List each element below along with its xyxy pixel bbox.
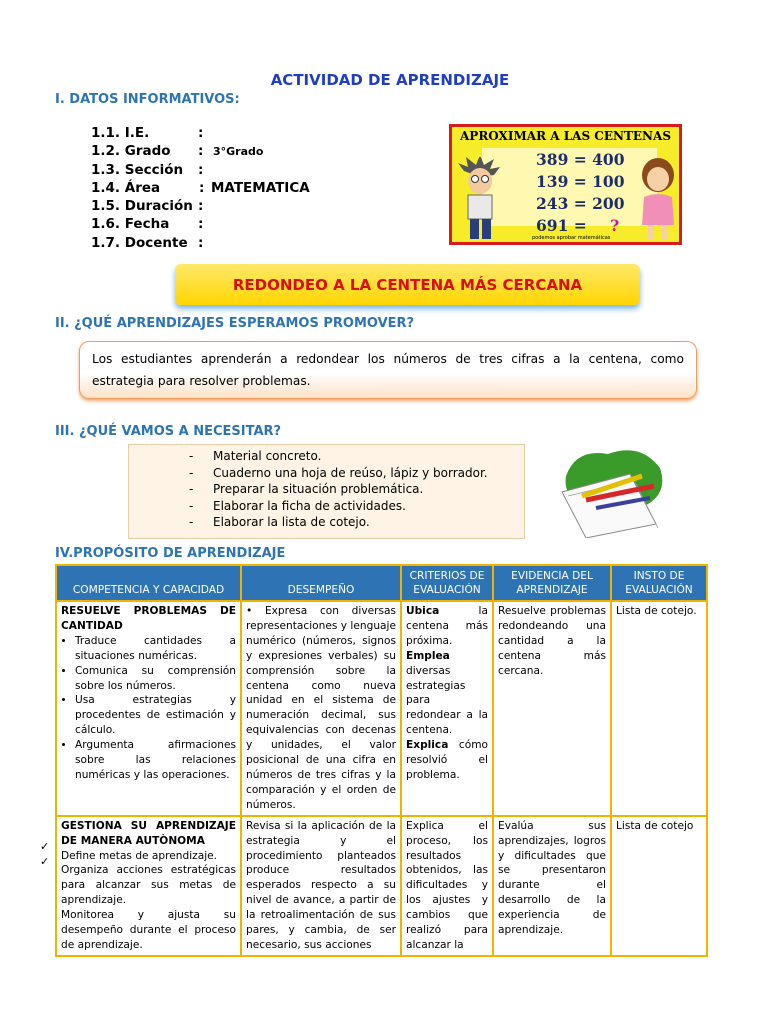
capacities-list [61,634,236,783]
bullet: • [246,605,265,617]
section-aprendizajes-heading: II. ¿QUÉ APRENDIZAJES ESPERAMOS PROMOVER? [55,316,415,331]
board-equation: 139 = 100 [536,172,625,191]
criterion [406,649,488,738]
table-header-row [56,565,707,601]
topic-banner: REDONDEO A LA CENTENA MÁS CERCANA [175,264,640,305]
boy-character-icon [456,157,504,243]
materials-list [189,448,488,531]
info-colon: : [198,162,204,178]
dash-bullet: - [189,465,194,480]
column-header: CRITERIOS DE EVALUACIÓN [401,565,493,601]
dash-bullet: - [189,482,194,497]
info-colon: : [198,235,204,251]
info-value: 3°Grado [213,145,264,158]
question-mark: ? [610,216,620,235]
table-row [56,816,707,956]
check-icon: ✓ [40,855,50,868]
performance-cell: Revisa si la aplicación de la estrategia y el procedimiento planteados produce resultados esperados respecto a su nivel de avance, a partir de la retroalimentación de sus pares, y cambia, de ser necesario, sus acciones [241,816,401,956]
capacity-item: • Traduce cantidades a situaciones numéricas. [75,634,236,664]
performance-text: Expresa con diversas representaciones y lenguaje numérico (números, signos y expresiones verbales) su comprensión sobre la centena como nueva unidad en el sistema de numeración decimal, sus equivalencias con decenas y unidades, el valor posicional de una cifra en números de tres cifras y la comparación y el orden de números. [246,605,396,811]
instrument-cell: Lista de cotejo [611,816,707,956]
section-proposito-heading: IV.PROPÓSITO DE APRENDIZAJE [55,546,286,561]
material-text: Elaborar la ficha de actividades. [213,498,406,513]
board-equation: 389 = 400 [536,150,625,169]
material-item [189,481,488,498]
learning-purpose-table [55,564,708,957]
info-colon: : [199,180,205,196]
criterion [406,604,488,649]
table-row [56,601,707,816]
material-item [189,498,488,515]
evidence-cell: Resuelve problemas redondeando una cantidad a la centena más cercana. [493,601,611,816]
material-item [189,448,488,465]
competence-title: RESUELVE PROBLEMAS DE CANTIDAD [61,605,236,632]
info-label: 1.5. Duración [91,198,193,214]
criterion-verb: Explica [406,739,449,752]
board-footer: podemos aprobar matemáticas [532,235,611,241]
info-label: 1.1. I.E. [91,125,150,141]
info-label: 1.6. Fecha [91,216,170,232]
material-item [189,514,488,531]
competence-title: GESTIONA SU APRENDIZAJE DE MANERA AUTÒNOMA [61,819,236,847]
competence-cell [56,601,241,816]
section-datos-heading: I. DATOS INFORMATIVOS: [55,92,240,107]
board-equation [536,216,619,235]
column-header: COMPETENCIA Y CAPACIDAD [56,565,241,601]
material-item [189,465,488,482]
criterion-text: diversas estrategias para redondear a la centena. [406,664,488,737]
performance-cell [241,601,401,816]
dash-bullet: - [189,515,194,530]
page-title: ACTIVIDAD DE APRENDIZAJE [270,71,510,89]
material-text: Cuaderno una hoja de reúso, lápiz y borrador. [213,465,488,480]
competence-cell [56,816,241,956]
info-value: MATEMATICA [211,180,310,196]
capacity-item: • Comunica su comprensión sobre los números. [75,664,236,694]
autonomy-item: Monitorea y ajusta su desempeño durante el proceso de aprendizaje. [61,909,236,951]
dash-bullet: - [189,449,194,463]
info-colon: : [198,143,204,159]
info-colon: : [198,216,204,232]
info-colon: : [198,198,204,214]
girl-character-icon [636,155,680,241]
column-header: DESEMPEÑO [241,565,401,601]
info-colon: : [198,125,204,141]
criteria-cell [401,601,493,816]
material-text: Preparar la situación problemática. [213,482,424,497]
paper-pencils-icon [556,446,668,538]
board-equation: 243 = 200 [536,194,625,213]
criteria-cell: Explica el proceso, los resultados obtenidos, las dificultades y los ajustes y cambios que realizó para alcanzar la [401,816,493,956]
criterion-text: la centena más próxima. [406,605,488,647]
criterion-text: cómo resolvió el problema. [406,739,488,781]
section-necesitar-heading: III. ¿QUÉ VAMOS A NECESITAR? [55,424,282,439]
materials-box [128,444,525,539]
instrument-cell: Lista de cotejo. [611,601,707,816]
material-text: Material concreto. [213,449,322,463]
dash-bullet: - [189,498,194,513]
column-header: INSTO DE EVALUACIÓN [611,565,707,601]
capacity-item: • Usa estrategias y procedentes de estimación y cálculo. [75,693,236,738]
rounding-illustration [449,124,682,245]
criterion-verb: Emplea [406,649,450,662]
evidence-cell: Evalúa sus aprendizajes, logros y dificultades que se presentaron durante el desarrollo de la experiencia de aprendizaje. [493,816,611,956]
board-title: APROXIMAR A LAS CENTENAS [460,129,671,143]
autonomy-item: Define metas de aprendizaje. [61,849,218,862]
check-icon: ✓ [40,840,50,853]
info-label: 1.7. Docente [91,235,188,251]
board-equation-text: 691 = [536,216,593,235]
info-label: 1.4. Área [91,180,161,196]
autonomy-item: Organiza acciones estratégicas para alcanzar sus metas de aprendizaje. [61,864,236,907]
learning-objective-box: Los estudiantes aprenderán a redondear los números de tres cifras a la centena, como estrategia para resolver problemas. [79,341,697,399]
criterion [406,738,488,783]
column-header: EVIDENCIA DEL APRENDIZAJE [493,565,611,601]
info-list [91,125,411,255]
criterion-verb: Ubica [406,605,440,617]
info-label: 1.2. Grado [91,143,171,159]
material-text: Elaborar la lista de cotejo. [213,515,370,530]
info-label: 1.3. Sección [91,162,184,178]
capacity-item: • Argumenta afirmaciones sobre las relaciones numéricas y las operaciones. [75,738,236,783]
